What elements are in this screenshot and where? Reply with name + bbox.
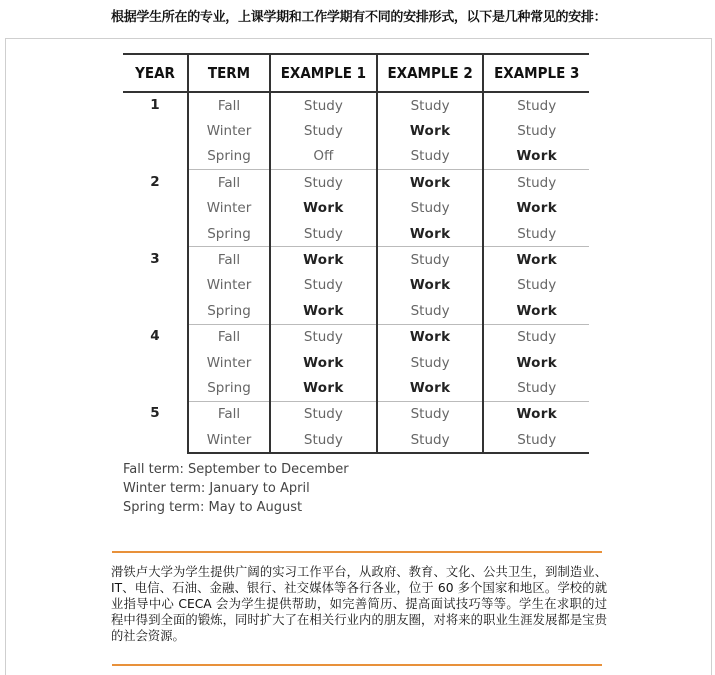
header-example-2: EXAMPLE 2	[377, 54, 484, 92]
note-winter: Winter term: January to April	[123, 481, 310, 496]
table-row	[123, 170, 589, 196]
table-row	[123, 221, 589, 247]
term-cell: Winter	[188, 427, 270, 453]
example-2-cell: Work	[377, 221, 484, 247]
example-1-cell: Work	[270, 375, 377, 401]
table-row	[123, 350, 589, 375]
example-1-cell: Study	[270, 427, 377, 453]
example-2-cell: Study	[377, 298, 484, 324]
table-row	[123, 401, 589, 427]
example-1-cell: Study	[270, 170, 377, 196]
example-3-cell: Work	[483, 144, 589, 170]
example-1-cell: Study	[270, 118, 377, 143]
term-cell: Fall	[188, 401, 270, 427]
example-1-cell: Work	[270, 298, 377, 324]
example-3-cell: Work	[483, 247, 589, 273]
note-spring: Spring term: May to August	[123, 500, 303, 515]
term-cell: Winter	[188, 273, 270, 298]
example-3-cell: Work	[483, 401, 589, 427]
example-1-cell: Work	[270, 350, 377, 375]
example-2-cell: Study	[377, 427, 484, 453]
term-cell: Winter	[188, 350, 270, 375]
term-cell: Spring	[188, 221, 270, 247]
table-row	[123, 427, 589, 453]
example-3-cell: Study	[483, 427, 589, 453]
example-3-cell: Study	[483, 170, 589, 196]
term-cell: Spring	[188, 144, 270, 170]
description-paragraph: 滑铁卢大学为学生提供广阔的实习工作平台，从政府、教育、文化、公共卫生，到制造业、IT、电信、石油、金融、银行、社交媒体等各行各业，位于 60 多个国家和地区。学校的就业指导中心 CECA 会为学生提供帮助，如完善简历、提高面试技巧等等。学生在求职的过程中得到全面的锻炼，同时扩大了在相关行业内的朋友圈，对将来的职业生涯发展都是宝贵的社会资源。	[111, 565, 607, 643]
table-row	[123, 196, 589, 221]
example-2-cell: Work	[377, 375, 484, 401]
table-row	[123, 324, 589, 350]
term-cell: Fall	[188, 92, 270, 118]
schedule-table	[123, 53, 589, 454]
example-2-cell: Study	[377, 401, 484, 427]
example-1-cell: Study	[270, 324, 377, 350]
example-3-cell: Work	[483, 298, 589, 324]
schedule-body	[123, 92, 589, 453]
table-header-row	[123, 54, 589, 92]
example-1-cell: Study	[270, 92, 377, 118]
example-2-cell: Work	[377, 324, 484, 350]
example-2-cell: Study	[377, 92, 484, 118]
header-term: TERM	[188, 54, 270, 92]
example-2-cell: Study	[377, 196, 484, 221]
year-cell: 4	[150, 328, 160, 345]
term-cell: Spring	[188, 375, 270, 401]
example-3-cell: Study	[483, 92, 589, 118]
example-3-cell: Study	[483, 221, 589, 247]
example-1-cell: Study	[270, 221, 377, 247]
term-cell: Fall	[188, 170, 270, 196]
example-1-cell: Work	[270, 196, 377, 221]
table-row	[123, 375, 589, 401]
term-cell: Fall	[188, 247, 270, 273]
example-1-cell: Study	[270, 273, 377, 298]
table-row	[123, 144, 589, 170]
table-row	[123, 298, 589, 324]
example-3-cell: Study	[483, 324, 589, 350]
example-3-cell: Study	[483, 273, 589, 298]
note-fall: Fall term: September to December	[123, 462, 349, 477]
table-row	[123, 118, 589, 143]
example-2-cell: Work	[377, 170, 484, 196]
example-1-cell: Work	[270, 247, 377, 273]
year-cell: 5	[150, 405, 160, 422]
term-cell: Winter	[188, 196, 270, 221]
example-3-cell: Study	[483, 118, 589, 143]
example-2-cell: Study	[377, 144, 484, 170]
bottom-accent-rule	[112, 664, 602, 666]
term-cell: Fall	[188, 324, 270, 350]
top-band	[0, 0, 715, 36]
example-3-cell: Work	[483, 196, 589, 221]
top-accent-rule	[112, 551, 602, 553]
example-1-cell: Off	[270, 144, 377, 170]
example-2-cell: Work	[377, 273, 484, 298]
example-2-cell: Work	[377, 118, 484, 143]
term-cell: Spring	[188, 298, 270, 324]
example-3-cell: Work	[483, 350, 589, 375]
example-2-cell: Study	[377, 247, 484, 273]
header-year: YEAR	[123, 54, 188, 92]
year-cell: 3	[150, 250, 160, 267]
table-row	[123, 247, 589, 273]
term-notes	[123, 460, 349, 517]
table-row	[123, 92, 589, 118]
example-1-cell: Study	[270, 401, 377, 427]
header-example-1: EXAMPLE 1	[270, 54, 377, 92]
intro-text: 根据学生所在的专业，上课学期和工作学期有不同的安排形式，以下是几种常见的安排：	[111, 10, 607, 25]
table-row	[123, 273, 589, 298]
header-example-3: EXAMPLE 3	[483, 54, 589, 92]
example-2-cell: Study	[377, 350, 484, 375]
year-cell: 1	[150, 97, 160, 113]
term-cell: Winter	[188, 118, 270, 143]
year-cell: 2	[150, 173, 160, 190]
example-3-cell: Study	[483, 375, 589, 401]
